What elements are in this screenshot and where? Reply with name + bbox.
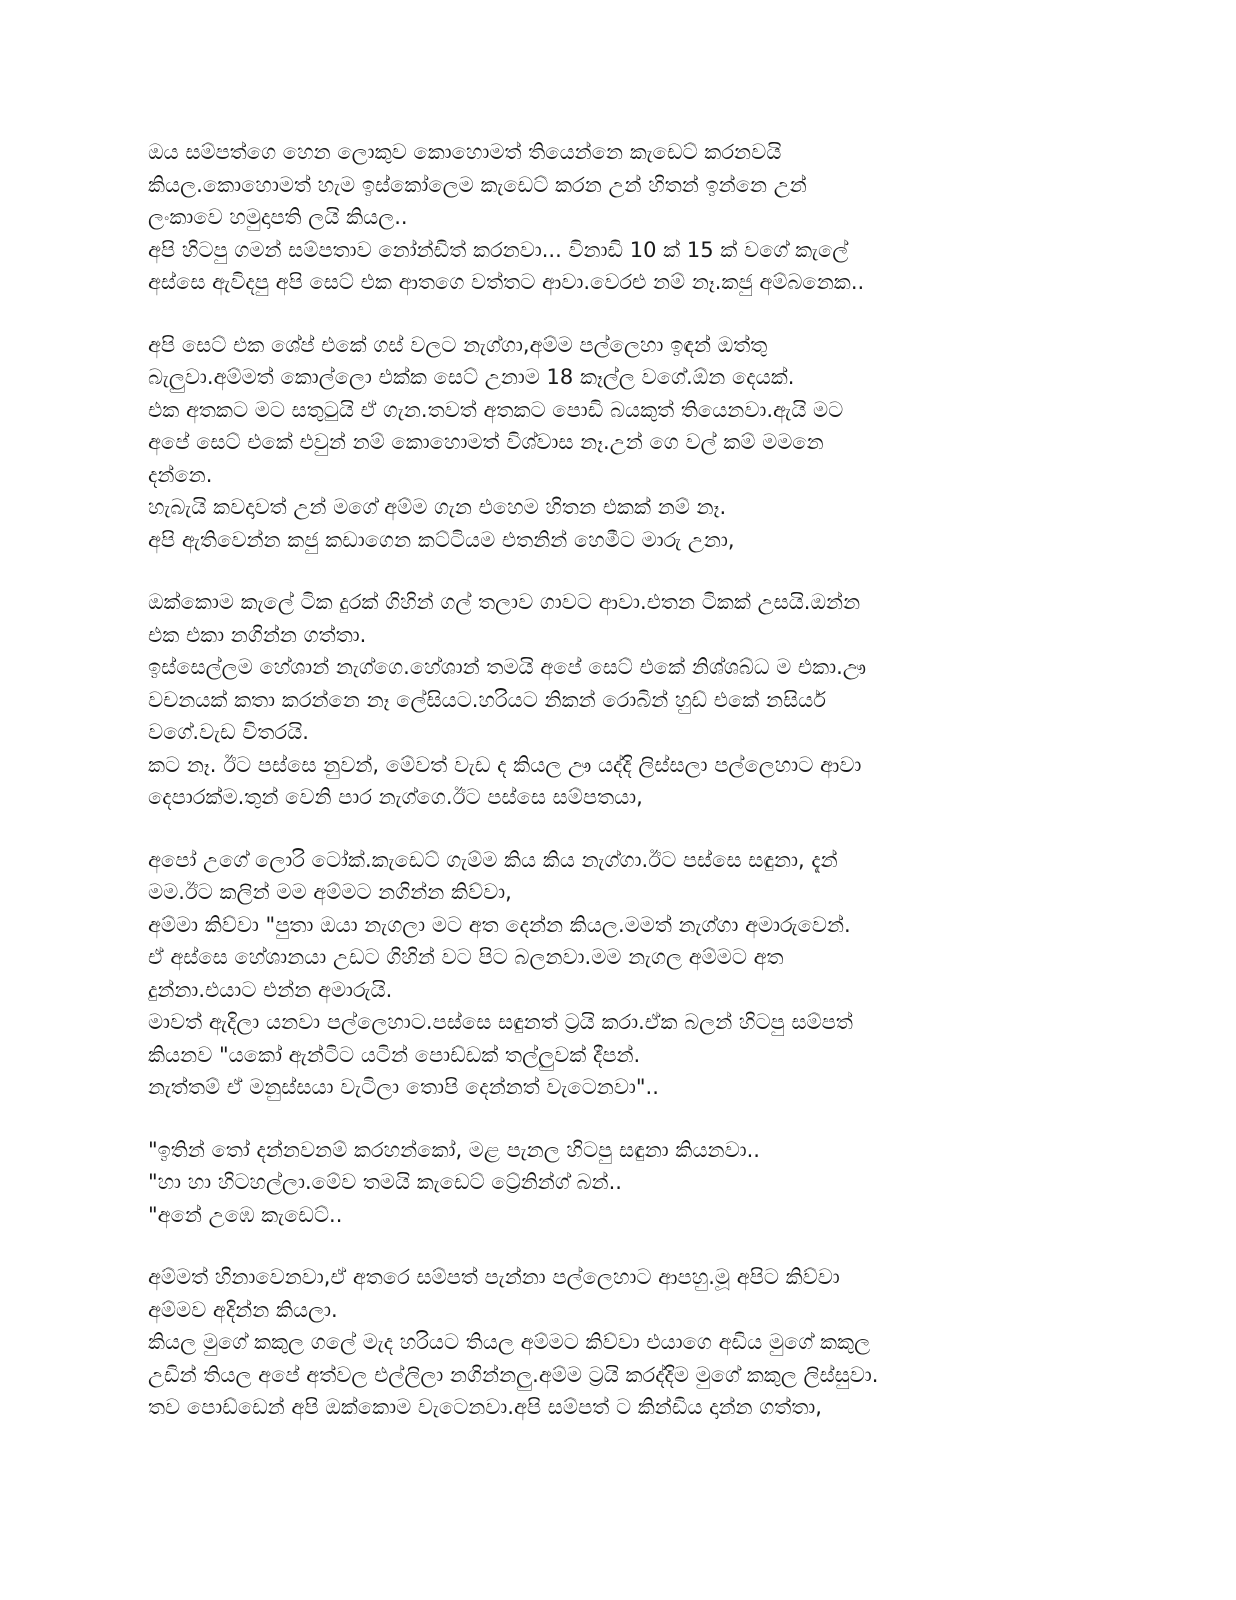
paragraph [148,844,1088,1104]
text-line: වගේ.වැඩ විතරයි. [148,720,309,744]
paragraph [148,1134,1088,1232]
text-line: උඩින් තියල අපේ අත්වල එල්ලිලා නගින්නලු.අම්ම ට්‍රයි කරද්දිම මුගේ කකුල ලිස්සුවා. [148,1362,879,1387]
text-line: කියල මුගේ කකුල ගලේ මැද හරියට තියල අම්මට කිව්වා එයාගෙ අඩිය මුගේ කකුල [148,1330,871,1354]
paragraph [148,329,1088,557]
text-line: බැලුවා.අම්මත් කොල්ලො එක්ක සෙට් උනාම 18 කෑල්ල වගේ.ඕන දෙයක්. [148,365,795,389]
text-line: මම.ඊට කලින් මම අම්මට නගින්න කිව්වා, [148,880,512,904]
text-line: අපි ඇතිවෙන්න කජු කඩාගෙන කට්ටියම එතනින් හෙමීට මාරු උනා, [148,527,735,552]
paragraph [148,136,1088,299]
text-line: අපි සෙට් එක ශේප් එකේ ගස් වලට නැග්ගා,අම්ම පල්ලෙහා ඉඳන් ඔත්තු [148,332,768,357]
text-line: අම්මා කිව්වා "පුතා ඔයා නැගලා මට අත දෙන්න කියල.මමත් නැග්ගා අමාරුවෙන්. [148,912,851,937]
text-line: කට නෑ. ඊට පස්සෙ නුවන්, මේවත් වැඩ ද කියල ඌ යද්දි ලිස්සලා පල්ලෙහාට ආවා [148,752,862,777]
text-line: ඉස්සෙල්ලම හේශාන් නැග්ගෙ.හේශාන් තමයි අපේ සෙට් එකේ නිශ්ශබ්ධ ම එකා.ඌ [148,655,867,679]
text-line: දුන්නා.එයාට එන්න අමාරුයි. [148,977,393,1002]
text-line: දෙපාරක්ම.තුන් වෙනි පාර නැග්ගෙ.ඊට පස්සෙ සම්පතයා, [148,785,643,809]
paragraph [148,586,1088,814]
text-line: ඔක්කොම කැලේ ටික දුරක් ගිහින් ගල් තලාව ගාවට ආවා.එතන ටිකක් උසයි.ඔන්න [148,590,861,614]
text-line: මාවත් ඇදිලා යනවා පල්ලෙහාට.පස්සෙ සඳුනත් ට්‍රයි කරා.ඒක බලන් හිටපු සම්පත් [148,1010,853,1034]
text-line: අපේ සෙට් එකේ එවුන් නම් කොහොමත් විශ්වාස නෑ.උන් ගෙ වල් කම් මමනෙ [148,430,824,454]
text-line: අපි හිටපු ගමන් සම්පතාව නෝන්ඩිත් කරනවා... විනාඩි 10 ක් 15 ක් වගේ කැලේ [148,237,849,262]
text-line: එක එකා නගින්න ගත්තා. [148,622,367,647]
text-line: ලංකාවෙ හමුදාපති ලයි කියල.. [148,205,408,229]
text-line: අස්සෙ ඇවිදපු අපි සෙට් එක ආතගෙ වත්තට ආවා.වෙරළු නම් නෑ.කජු අම්බනෙක.. [148,270,865,294]
text-line: කියනව "යකෝ ඇන්ටිට යටින් පොඩ්ඩක් තල්ලුවක් දීපන්. [148,1042,641,1067]
text-line: "ඉතින් තෝ දන්නවනම් කරහන්කෝ, මළ පැනල හිටපු සඳුනා කියනවා.. [148,1137,760,1162]
text-line: තව පොඩ්ඩෙන් අපි ඔක්කොම වැටෙනවා.අපි සම්පත් ට කින්ඩිය දාන්න ගත්තා, [148,1395,822,1419]
text-line: හැබැයි කවදාවත් උන් මගේ අම්ම ගැන එහෙම හිතන එකක් නම් නෑ. [148,495,727,519]
text-line: දන්නෙ. [148,462,213,487]
text-line: කියල.කොහොමත් හැම ඉස්කෝලෙම කැඩෙට් කරන උන් හිතන් ඉන්නෙ උන් [148,172,807,197]
text-line: අපෝ උගේ ලොරි ටෝක්.කැඩෙට් ගැම්ම කිය කිය නැග්ගා.ඊට පස්සෙ සඳුනා, දැන් [148,847,838,872]
text-line: "හා හා හිටහල්ලා.මේව තමයි කැඩෙට් ට්‍රේනින්ග් බන්.. [148,1170,622,1194]
text-line: අම්මත් හිනාවෙනවා,ඒ අතරෙ සම්පත් පැන්නා පල්ලෙහාට ආපහු.මූ අපිට කිව්වා [148,1265,840,1289]
text-line: නැත්තම් ඒ මනුස්සයා වැටිලා තොපි දෙන්නත් වැටෙනවා".. [148,1075,659,1099]
text-line: "අනේ උඹෙ කැඩෙට්.. [148,1202,343,1227]
text-line: වචනයක් කතා කරන්නෙ නෑ ලේසියට.හරියට නිකන් රොබින් හුඩ් එකේ නසියර් [148,687,826,712]
text-line: එක අතකට මට සතුටුයි ඒ ගැන.තවත් අතකට පොඩි බයකුත් තියෙනවා.ඇයි මට [148,397,844,422]
text-line: අම්මව අදින්න කියලා. [148,1297,338,1322]
text-line: ඒ අස්සෙ හේශානයා උඩට ගිහින් වට පිට බලනවා.මම නැගල අම්මට අත [148,945,784,969]
paragraph [148,1261,1088,1424]
text-line: ඔය සම්පත්ගෙ හෙන ලොකුව කොහොමත් තියෙන්නෙ කැඩෙට් කරනවයි [148,140,782,164]
document-body [148,136,1088,1454]
